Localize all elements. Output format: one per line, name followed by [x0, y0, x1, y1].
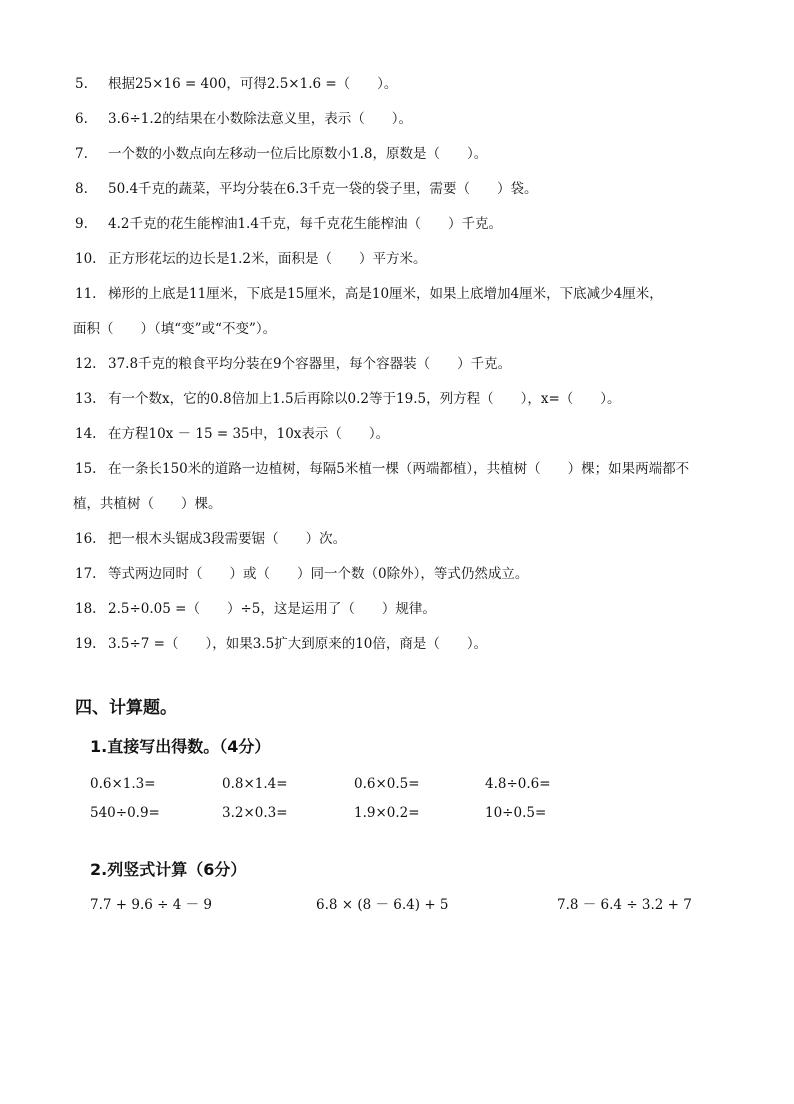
- question-number: 5.: [75, 76, 88, 92]
- question-text-continuation: 面积（ ）（填“变”或“不变”）。: [73, 321, 277, 337]
- question-number: 16.: [75, 531, 97, 547]
- question-8: [75, 172, 742, 207]
- calc-item: 1.9×0.2=: [354, 805, 420, 821]
- question-11: [75, 277, 742, 312]
- question-text: 37.8千克的粮食平均分装在9个容器里，每个容器装（ ）千克。: [108, 356, 512, 372]
- subsection-title-direct-answers: 1.直接写出得数。（4分）: [90, 737, 271, 756]
- question-text: 50.4千克的蔬菜，平均分装在6.3千克一袋的袋子里，需要（ ）袋。: [108, 181, 538, 197]
- question-text: 在一条长150米的道路一边植树，每隔5米植一棵（两端都植），共植树（ ）棵；如果两端都不: [108, 461, 690, 477]
- question-text: 正方形花坛的边长是1.2米，面积是（ ）平方米。: [108, 251, 427, 267]
- question-number: 8.: [75, 181, 88, 197]
- question-19: [75, 627, 742, 662]
- question-10: [75, 242, 742, 277]
- vertical-calc-item: 7.8 － 6.4 ÷ 3.2 + 7: [557, 897, 692, 913]
- vertical-calc-item: 6.8 × (8 － 6.4) + 5: [316, 897, 449, 913]
- question-text: 在方程10x － 15 = 35中，10x表示（ ）。: [108, 426, 390, 442]
- calc-item: 4.8÷0.6=: [485, 776, 551, 792]
- calc-item: 10÷0.5=: [485, 805, 547, 821]
- question-number: 10.: [75, 251, 97, 267]
- question-18: [75, 592, 742, 627]
- question-number: 6.: [75, 111, 88, 127]
- question-5: [75, 67, 742, 102]
- question-text: 一个数的小数点向左移动一位后比原数小1.8，原数是（ ）。: [108, 146, 488, 162]
- question-number: 13.: [75, 391, 97, 407]
- question-text: 4.2千克的花生能榨油1.4千克，每千克花生能榨油（ ）千克。: [108, 216, 502, 232]
- subsection-title-vertical-calc: 2.列竖式计算（6分）: [90, 860, 247, 879]
- question-number: 19.: [75, 636, 97, 652]
- question-text: 等式两边同时（ ）或（ ）同一个数（0除外），等式仍然成立。: [108, 566, 529, 582]
- question-13: [75, 382, 742, 417]
- question-14: [75, 417, 742, 452]
- question-text: 把一根木头锯成3段需要锯（ ）次。: [108, 531, 347, 547]
- question-16: [75, 522, 742, 557]
- question-number: 14.: [75, 426, 97, 442]
- question-number: 7.: [75, 146, 88, 162]
- question-number: 11.: [75, 286, 97, 302]
- question-number: 12.: [75, 356, 97, 372]
- calc-item: 0.8×1.4=: [222, 776, 288, 792]
- question-12: [75, 347, 742, 382]
- calc-item: 0.6×1.3=: [90, 776, 156, 792]
- question-text: 2.5÷0.05 =（ ）÷5，这是运用了（ ）规律。: [108, 601, 436, 617]
- question-15-continuation: [73, 487, 742, 522]
- question-text: 梯形的上底是11厘米，下底是15厘米，高是10厘米，如果上底增加4厘米，下底减少4厘米，: [108, 286, 663, 302]
- question-number: 18.: [75, 601, 97, 617]
- calc-item: 0.6×0.5=: [354, 776, 420, 792]
- question-17: [75, 557, 742, 592]
- question-text: 3.6÷1.2的结果在小数除法意义里，表示（ ）。: [108, 111, 412, 127]
- question-text: 3.5÷7 =（ ），如果3.5扩大到原来的10倍，商是（ ）。: [108, 636, 488, 652]
- question-15: [75, 452, 742, 487]
- question-11-continuation: [73, 312, 742, 347]
- question-text: 有一个数x，它的0.8倍加上1.5后再除以0.2等于19.5，列方程（ ），x=（ ）。: [108, 391, 621, 407]
- question-9: [75, 207, 742, 242]
- question-number: 17.: [75, 566, 97, 582]
- question-text-continuation: 植，共植树（ ）棵。: [73, 496, 222, 512]
- vertical-calc-item: 7.7 + 9.6 ÷ 4 － 9: [90, 897, 212, 913]
- question-7: [75, 137, 742, 172]
- question-number: 9.: [75, 216, 88, 232]
- question-text: 根据25×16 = 400，可得2.5×1.6 =（ ）。: [108, 76, 398, 92]
- question-number: 15.: [75, 461, 97, 477]
- question-6: [75, 102, 742, 137]
- calc-item: 540÷0.9=: [90, 805, 160, 821]
- section-title: 四、计算题。: [75, 698, 177, 718]
- calc-item: 3.2×0.3=: [222, 805, 288, 821]
